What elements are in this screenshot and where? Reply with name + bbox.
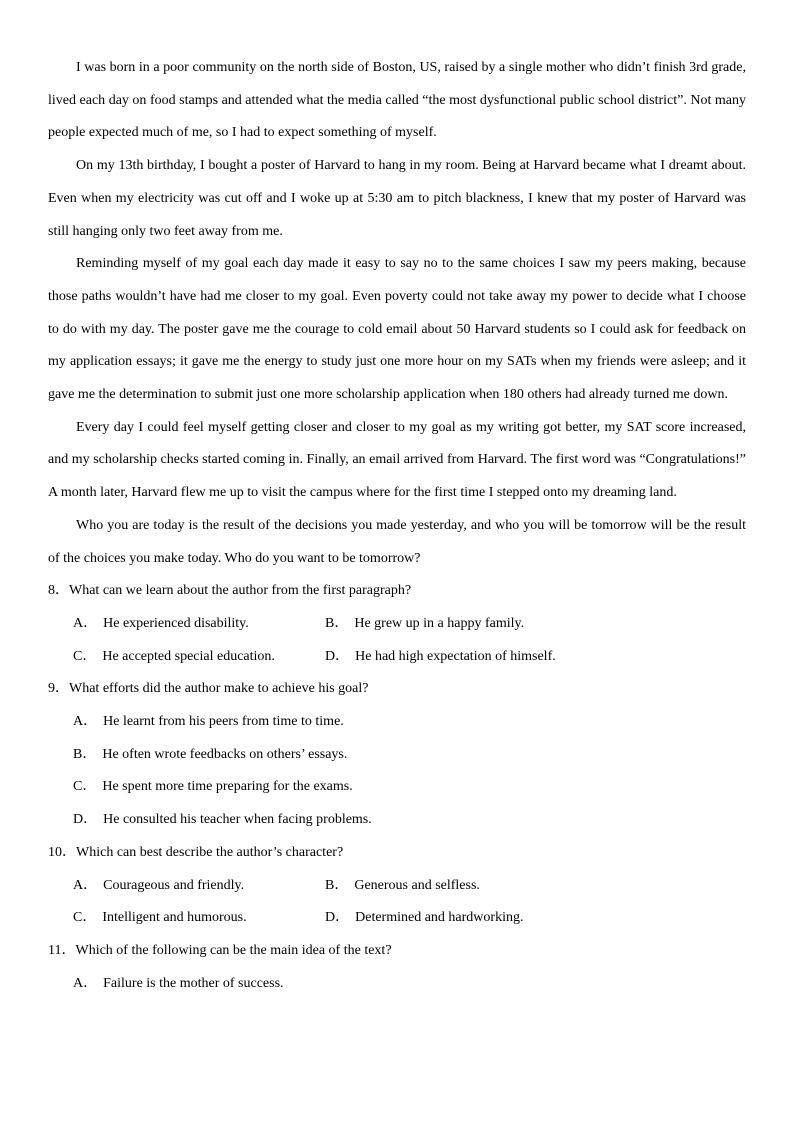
reading-passage [48, 52, 746, 575]
option-text: He experienced disability. [103, 615, 249, 631]
exam-page [48, 52, 746, 1000]
option-c [48, 771, 746, 804]
question-stem: 8．What can we learn about the author from the first paragraph? [48, 583, 412, 599]
option-text: He learnt from his peers from time to time. [103, 714, 344, 730]
options-row [48, 608, 746, 641]
passage-paragraph-5: Who you are today is the result of the decisions you made yesterday, and who you will be tomorrow will be the result of the choices you make today. Who do you want to be tomorrow? [48, 517, 746, 566]
option-label: C． [73, 910, 97, 926]
option-label: B． [325, 615, 349, 631]
question-stem: 10．Which can best describe the author’s character? [48, 844, 344, 860]
option-label: B． [73, 746, 97, 762]
option-label: A． [73, 975, 98, 991]
question-11 [48, 935, 746, 1000]
option-label: C． [73, 779, 97, 795]
passage-paragraph-3: Reminding myself of my goal each day made it easy to say no to the same choices I saw my peers making, because those paths wouldn’t have had me closer to my goal. Even poverty could not take away my power to decide what I choose to do with my day. The poster gave me the courage to cold email about 50 Harvard students so I could ask for feedback on my application essays; it gave me the energy to study just one more hour on my SATs when my friends were asleep; and it gave me the determination to submit just one more scholarship application when 180 others had already turned me down. [48, 256, 746, 403]
option-text: He grew up in a happy family. [354, 615, 525, 631]
option-label: A． [73, 615, 98, 631]
option-text: He accepted special education. [102, 648, 275, 664]
option-text: Intelligent and humorous. [102, 910, 247, 926]
option-d [48, 804, 746, 837]
option-text: He consulted his teacher when facing problems. [103, 812, 372, 828]
option-label: D． [325, 648, 350, 664]
passage-paragraph-1: I was born in a poor community on the north side of Boston, US, raised by a single mother who didn’t finish 3rd grade, lived each day on food stamps and attended what the media called “the most dysfunctional public school district”. Not many people expected much of me, so I had to expect something of myself. [48, 60, 746, 141]
passage-paragraph-4: Every day I could feel myself getting closer and closer to my goal as my writing got better, my SAT score increased, and my scholarship checks started coming in. Finally, an email arrived from Harvard. The first word was “Congratulations!” A month later, Harvard flew me up to visit the campus where for the first time I stepped onto my dreaming land. [48, 419, 746, 501]
passage-paragraph-2: On my 13th birthday, I bought a poster of Harvard to hang in my room. Being at Harvard became what I dreamt about. Even when my electricity was cut off and I woke up at 5:30 am to pitch blackness, I knew that my poster of Harvard was still hanging only two feet away from me. [48, 158, 746, 239]
option-text: Courageous and friendly. [103, 877, 245, 893]
option-a [48, 706, 746, 739]
option-text: He spent more time preparing for the exams. [102, 779, 353, 795]
question-stem: 11．Which of the following can be the main idea of the text? [48, 942, 392, 958]
option-a [73, 608, 325, 641]
question-9 [48, 673, 746, 837]
option-text: Failure is the mother of success. [103, 975, 284, 991]
option-label: D． [325, 910, 350, 926]
option-label: A． [73, 877, 98, 893]
options-row [48, 902, 746, 935]
option-text: Determined and hardworking. [355, 910, 524, 926]
question-10 [48, 837, 746, 935]
option-label: D． [73, 812, 98, 828]
option-label: A． [73, 714, 98, 730]
option-label: B． [325, 877, 349, 893]
option-a [48, 968, 746, 1001]
option-b [325, 870, 577, 903]
option-text: He often wrote feedbacks on others’ essays. [102, 746, 348, 762]
option-text: He had high expectation of himself. [355, 648, 556, 664]
question-8 [48, 575, 746, 673]
option-d [325, 902, 577, 935]
option-text: Generous and selfless. [354, 877, 480, 893]
option-b [325, 608, 577, 641]
option-c [73, 641, 325, 674]
option-label: C． [73, 648, 97, 664]
options-row [48, 870, 746, 903]
option-b [48, 739, 746, 772]
option-c [73, 902, 325, 935]
option-d [325, 641, 577, 674]
options-row [48, 641, 746, 674]
option-a [73, 870, 325, 903]
question-stem: 9．What efforts did the author make to achieve his goal? [48, 681, 369, 697]
